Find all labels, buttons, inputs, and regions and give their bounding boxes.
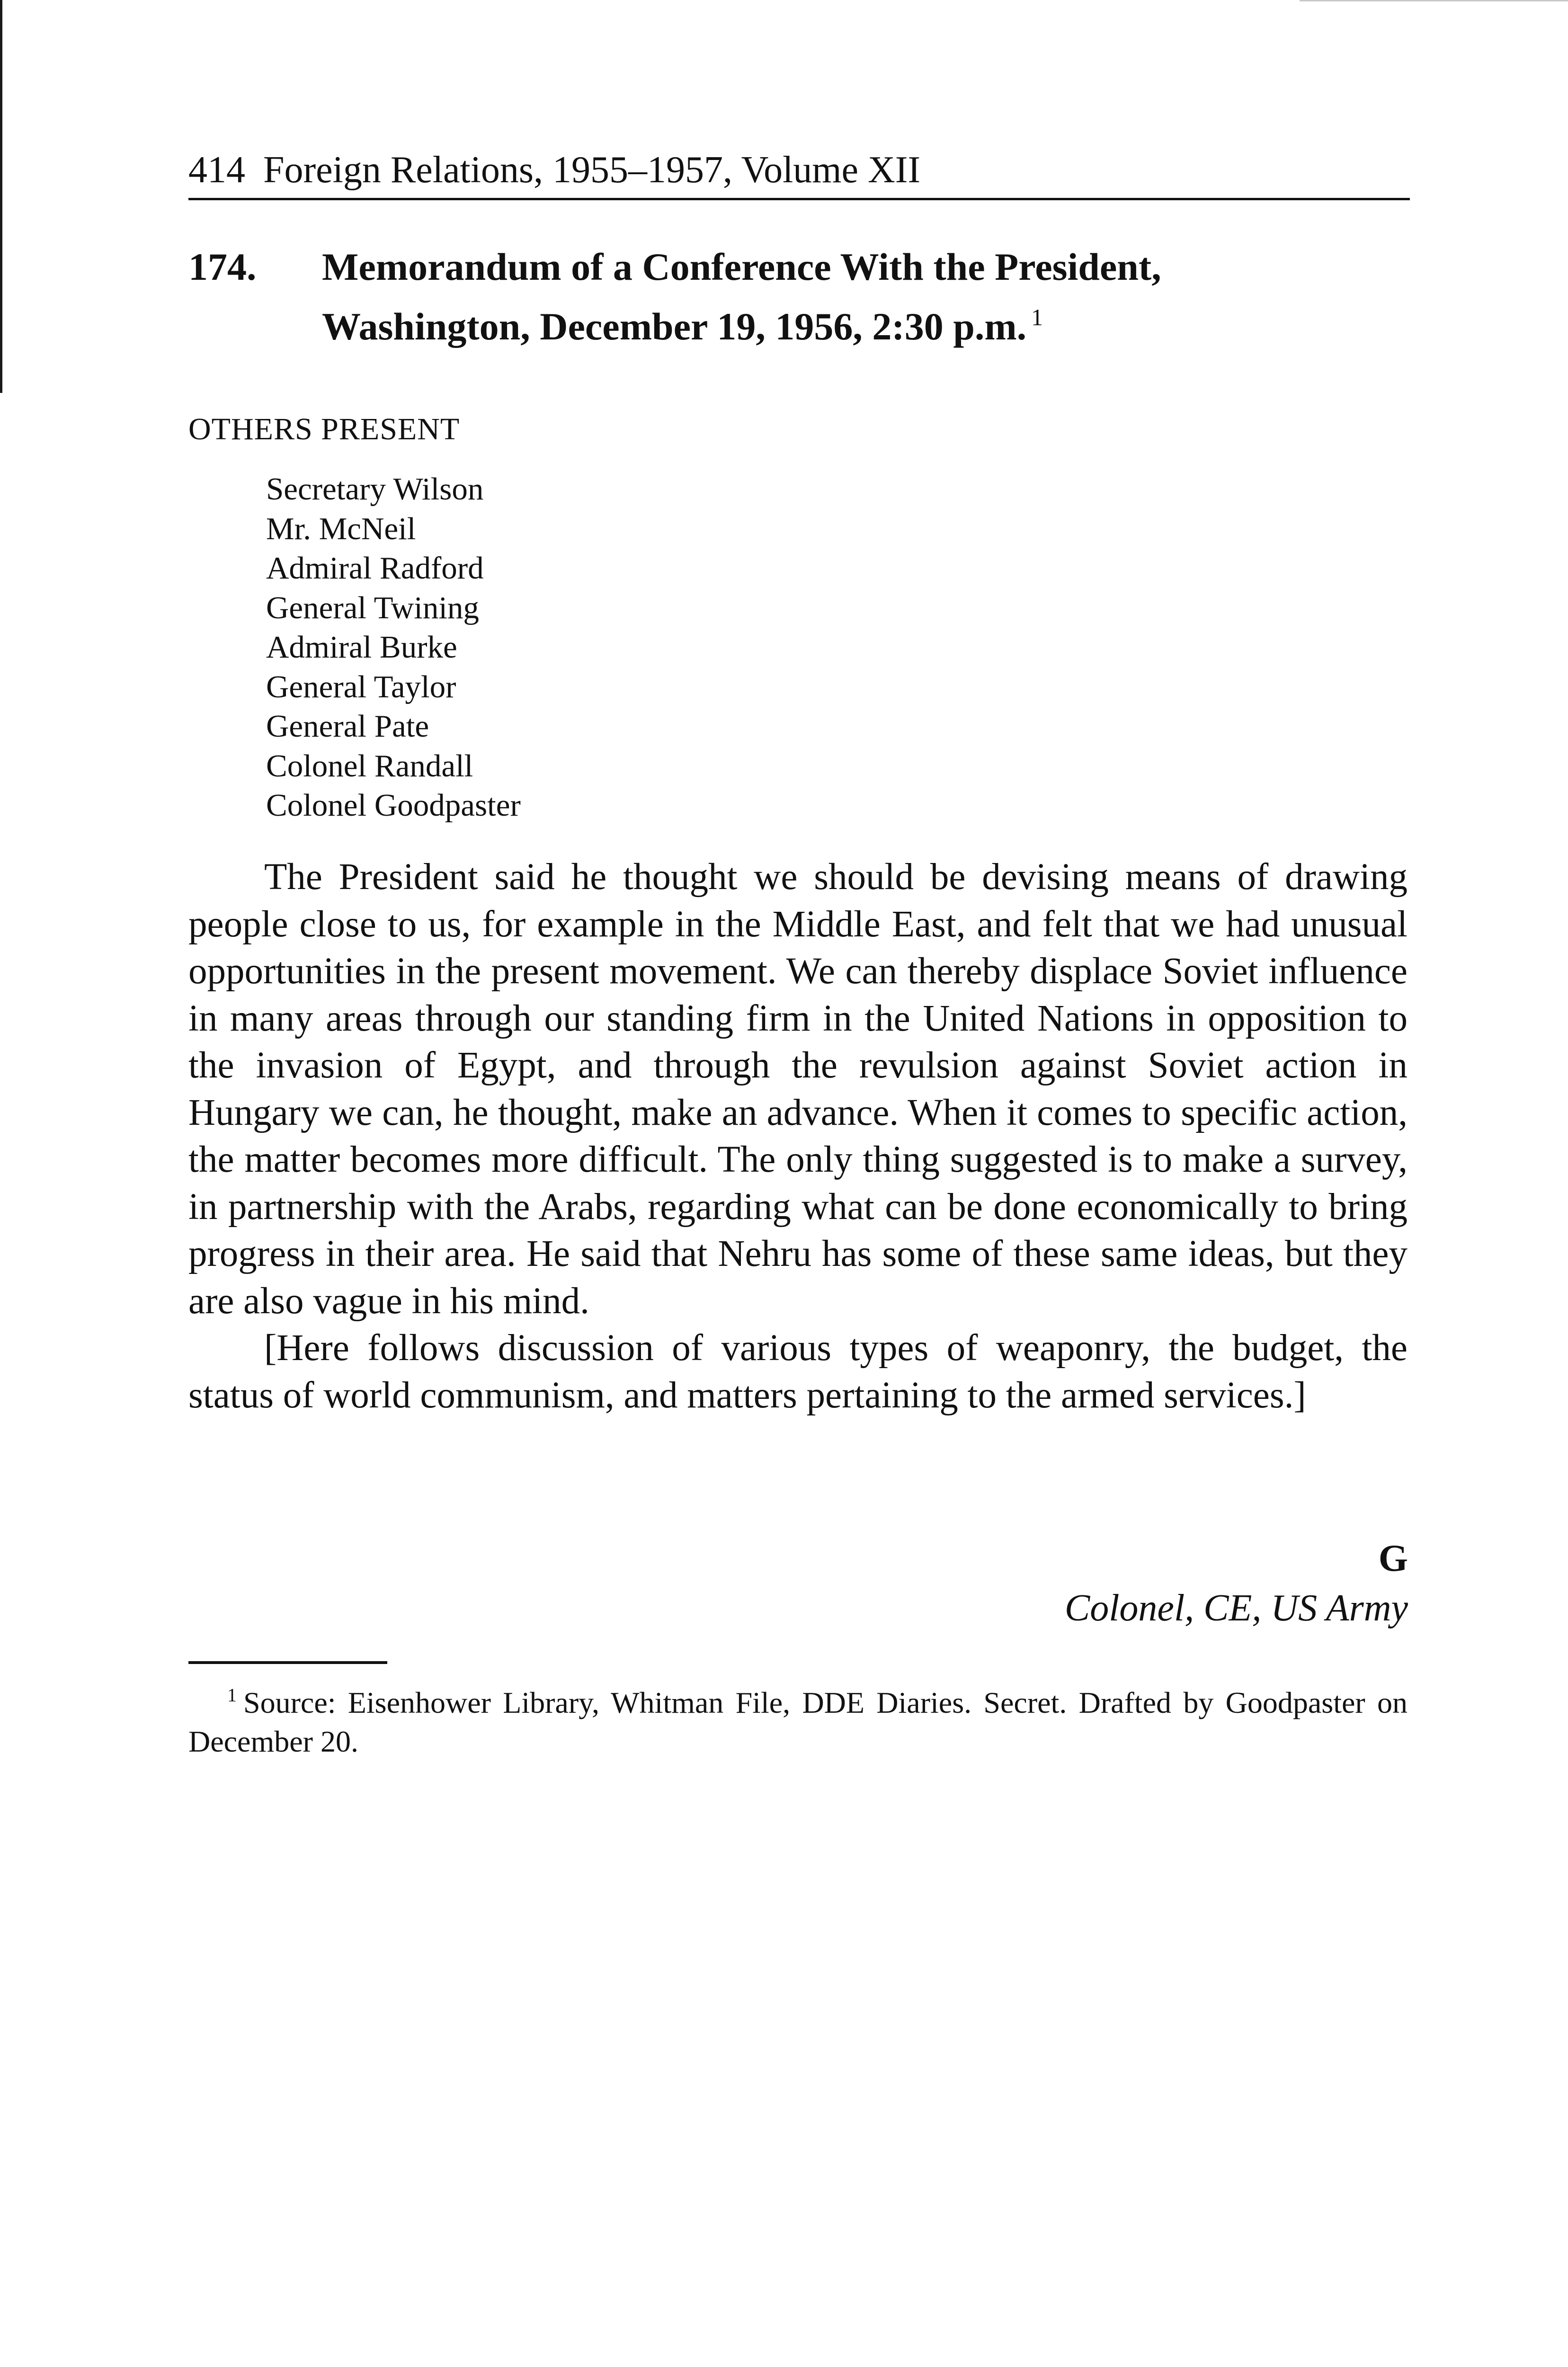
body-paragraph: The President said he thought we should be devising means of drawing people close to us, for example in the Middle East, and felt that we had unusual opportunities in the present movement. We can thereby displace Soviet influence in many areas through our standing firm in the United Nations in opposition to the invasion of Egypt, and through the revulsion against Soviet action in Hungary we can, he thought, make an advance. When it comes to specific action, the matter becomes more difficult. The only thing suggested is to make a survey, in partnership with the Arabs, regarding what can be done economically to bring progress in their area. He said that Nehru has some of these same ideas, but they are also vague in his mind. <box>188 856 1408 1322</box>
attendee-name: Colonel Goodpaster <box>266 788 521 823</box>
scan-edge-shadow <box>0 0 2 393</box>
document-title-line2 <box>322 292 1410 352</box>
running-head <box>188 142 1410 200</box>
scan-edge-line <box>1300 0 1568 1</box>
signature-block <box>1065 1534 1408 1633</box>
document-heading <box>188 241 1410 352</box>
others-present-heading: OTHERS PRESENT <box>188 412 460 446</box>
attendee-name: Admiral Burke <box>266 630 457 665</box>
footnote-divider <box>188 1661 387 1664</box>
attendee-name: General Twining <box>266 590 479 625</box>
attendee-name: Admiral Radford <box>266 551 484 586</box>
attendee-name: Colonel Randall <box>266 748 473 783</box>
signature-initial: G <box>1378 1538 1408 1579</box>
memorandum-body <box>188 854 1408 1419</box>
footnote <box>188 1676 1408 1761</box>
attendee-name: General Pate <box>266 709 429 744</box>
attendee-name: Secretary Wilson <box>266 472 484 507</box>
attendee-name: General Taylor <box>266 669 456 704</box>
signature-rank: Colonel, CE, US Army <box>1064 1587 1408 1629</box>
attendee-name: Mr. McNeil <box>266 511 416 546</box>
document-title-line2-text: Washington, December 19, 1956, 2:30 p.m. <box>322 305 1027 348</box>
footnote-reference[interactable]: 1 <box>1031 304 1043 330</box>
volume-title: Foreign Relations, 1955–1957, Volume XII <box>263 149 921 191</box>
document-title-line1: Memorandum of a Conference With the President, <box>322 245 1161 288</box>
footnote-marker: 1 <box>227 1684 237 1706</box>
footnote-text: Source: Eisenhower Library, Whitman File, DDE Diaries. Secret. Drafted by Goodpaster on December 20. <box>188 1686 1408 1758</box>
editorial-note: [Here follows discussion of various types of weaponry, the budget, the status of world communism, and matters pertaining to the armed services.] <box>188 1327 1408 1416</box>
page-number: 414 <box>188 149 245 191</box>
document-number: 174. <box>188 245 257 288</box>
attendee-list <box>266 470 521 826</box>
